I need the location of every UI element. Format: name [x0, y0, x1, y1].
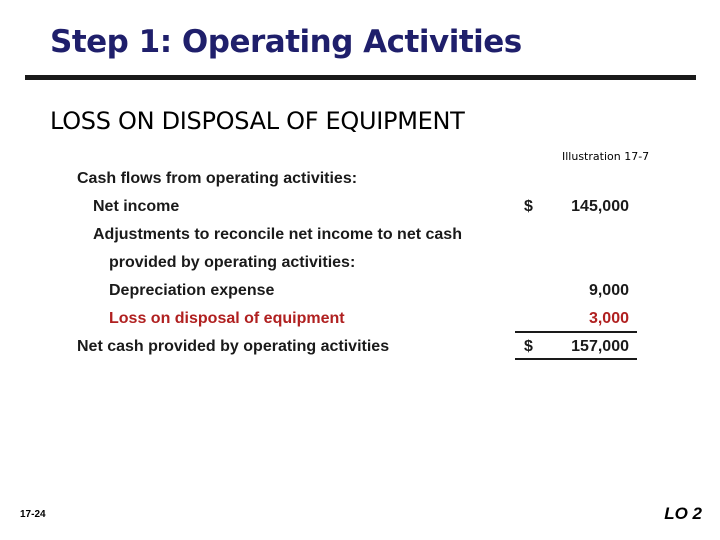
loss-on-disposal-label: Loss on disposal of equipment	[109, 310, 345, 327]
statement-heading: Cash flows from operating activities:	[77, 170, 358, 187]
net-income-label: Net income	[93, 198, 180, 215]
net-income-currency: $	[524, 198, 533, 215]
slide-subtitle: LOSS ON DISPOSAL OF EQUIPMENT	[50, 107, 465, 135]
total-amount: 157,000	[571, 338, 629, 355]
adjustments-label-line2: provided by operating activities:	[109, 254, 356, 271]
total-rule	[515, 358, 637, 360]
adjustments-label-line1: Adjustments to reconcile net income to net cash	[93, 226, 462, 243]
depreciation-label: Depreciation expense	[109, 282, 275, 299]
total-currency: $	[524, 338, 533, 355]
net-income-amount: 145,000	[571, 198, 629, 215]
subtotal-rule	[515, 331, 637, 333]
depreciation-amount: 9,000	[588, 282, 629, 299]
slide-number: 17-24	[20, 509, 46, 520]
learning-objective-label: LO 2	[664, 504, 702, 523]
total-label: Net cash provided by operating activities	[77, 338, 390, 355]
slide-title: Step 1: Operating Activities	[50, 24, 522, 60]
loss-on-disposal-amount: 3,000	[588, 310, 629, 327]
illustration-label: Illustration 17-7	[562, 150, 650, 163]
